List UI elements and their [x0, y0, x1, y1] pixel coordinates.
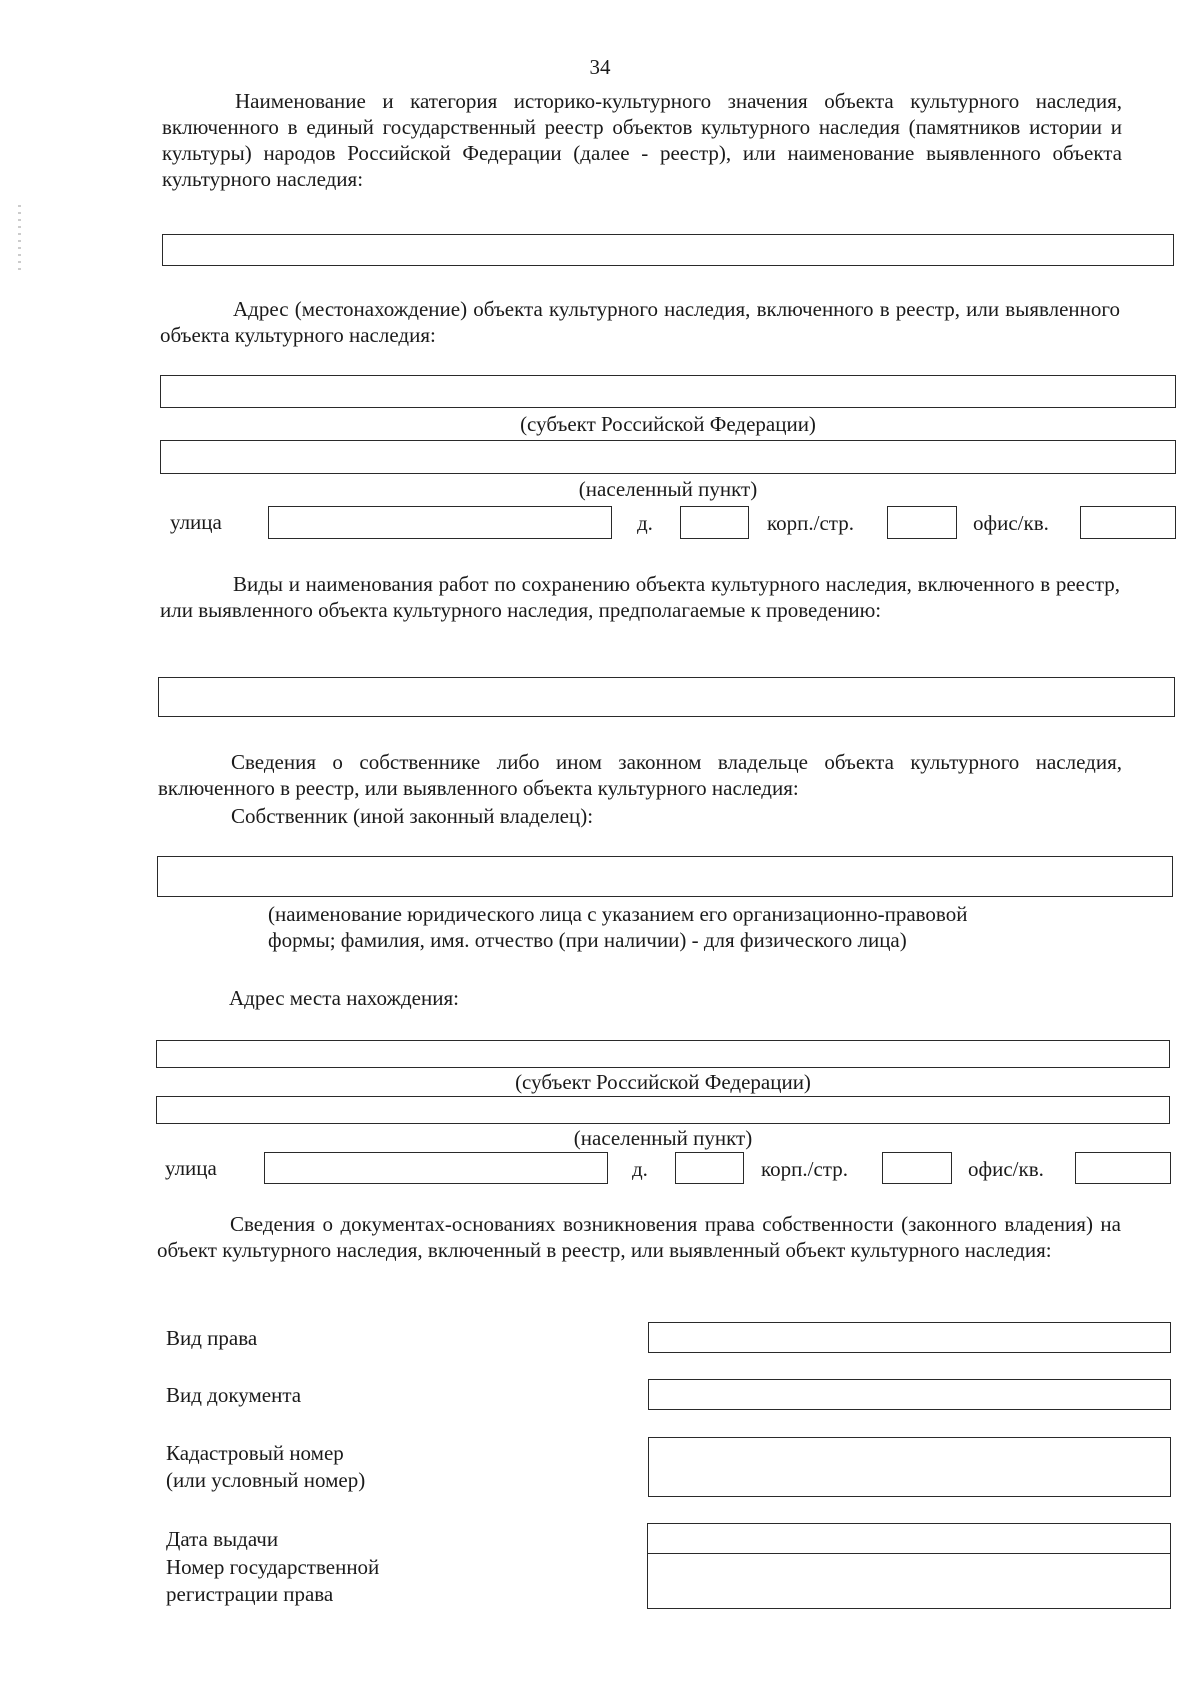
locality-caption: (населенный пункт)	[578, 477, 758, 501]
owner-house-input[interactable]	[675, 1152, 744, 1184]
owner-caption-line2: формы; фамилия, имя. отчество (при наличии) - для физического лица)	[268, 928, 907, 952]
heritage-name-prompt: Наименование и категория историко-культурного значения объекта культурного наследия, включенного в единый государственный реестр объектов культурного наследия (памятников истории и культуры) народов Российской Федерации (далее - реестр), или наименование выявленного объекта культурного наследия:	[162, 89, 1122, 191]
scan-margin-marks	[18, 205, 21, 275]
heritage-name-input[interactable]	[162, 234, 1174, 266]
owner-building-label: корп./стр.	[761, 1157, 848, 1181]
cadastral-input[interactable]	[648, 1437, 1171, 1497]
doc-type-label: Вид документа	[166, 1383, 302, 1407]
subject-rf-input[interactable]	[160, 375, 1176, 408]
owner-caption-line1: (наименование юридического лица с указанием его организационно-правовой	[268, 902, 968, 926]
office-label: офис/кв.	[973, 511, 1049, 535]
heritage-address-prompt: Адрес (местонахождение) объекта культурного наследия, включенного в реестр, или выявленного объекта культурного наследия:	[160, 297, 1120, 347]
house-input[interactable]	[680, 506, 749, 539]
owner-subject-rf-caption: (субъект Российской Федерации)	[515, 1070, 811, 1094]
owner-office-input[interactable]	[1075, 1152, 1171, 1184]
office-input[interactable]	[1080, 506, 1176, 539]
owner-input[interactable]	[157, 856, 1173, 897]
reg-number-label-line1: Номер государственной	[166, 1555, 380, 1579]
right-type-input[interactable]	[648, 1322, 1171, 1353]
owner-subject-rf-input[interactable]	[156, 1040, 1170, 1068]
page-number: 34	[589, 55, 611, 79]
doc-type-input[interactable]	[648, 1379, 1171, 1410]
works-input[interactable]	[158, 677, 1175, 717]
issue-date-label: Дата выдачи	[166, 1527, 279, 1551]
owner-building-input[interactable]	[882, 1152, 952, 1184]
street-input[interactable]	[268, 506, 612, 539]
building-input[interactable]	[887, 506, 957, 539]
owner-office-label: офис/кв.	[968, 1157, 1044, 1181]
reg-number-input[interactable]	[647, 1553, 1171, 1609]
owner-street-label: улица	[165, 1156, 217, 1180]
cadastral-label-line1: Кадастровый номер	[166, 1441, 344, 1465]
reg-number-label-line2: регистрации права	[166, 1582, 334, 1606]
owner-house-label: д.	[632, 1157, 648, 1181]
house-label: д.	[637, 511, 653, 535]
owner-locality-input[interactable]	[156, 1096, 1170, 1124]
issue-date-input[interactable]	[647, 1523, 1171, 1554]
owner-address-label: Адрес места нахождения:	[229, 986, 459, 1010]
ownership-docs-prompt: Сведения о документах-основаниях возникновения права собственности (законного владения) на объект культурного наследия, включенный в реестр, или выявленный объект культурного наследия:	[157, 1212, 1121, 1262]
owner-street-input[interactable]	[264, 1152, 608, 1184]
street-label: улица	[170, 510, 222, 534]
cadastral-label-line2: (или условный номер)	[166, 1468, 366, 1492]
owner-info-prompt: Сведения о собственнике либо ином законном владельце объекта культурного наследия, включенного в реестр, или выявленного объекта культурного наследия:	[158, 750, 1122, 800]
subject-rf-caption: (субъект Российской Федерации)	[520, 412, 816, 436]
right-type-label: Вид права	[166, 1326, 258, 1350]
owner-locality-caption: (населенный пункт)	[573, 1126, 753, 1150]
works-prompt: Виды и наименования работ по сохранению объекта культурного наследия, включенного в реестр, или выявленного объекта культурного наследия, предполагаемые к проведению:	[160, 572, 1120, 622]
locality-input[interactable]	[160, 440, 1176, 474]
owner-label: Собственник (иной законный владелец):	[231, 804, 594, 828]
building-label: корп./стр.	[767, 511, 854, 535]
